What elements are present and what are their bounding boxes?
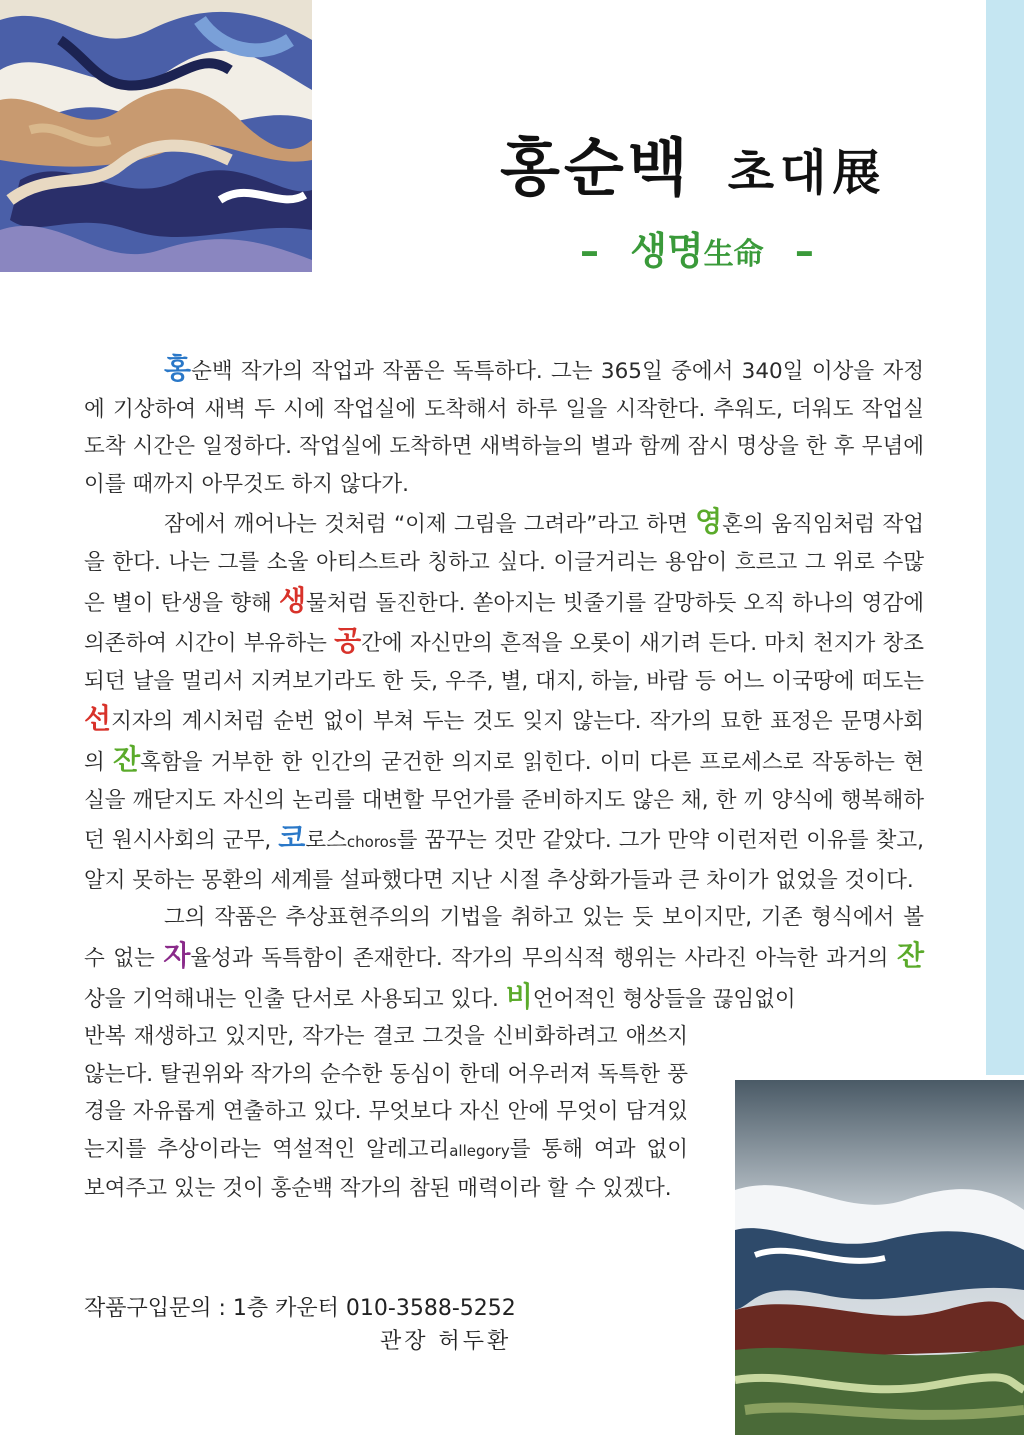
purchase-inquiry: 작품구입문의 : 1층 카운터 010-3588-5252 (84, 1296, 516, 1321)
subtitle-dash-right: – (794, 229, 814, 273)
highlight-char: 비 (505, 979, 533, 1013)
paragraph-4 (84, 1018, 688, 1208)
paragraph-text: 상을 기억해내는 인출 단서로 사용되고 있다. (84, 986, 506, 1012)
paragraph-text: 로스 (305, 828, 347, 854)
highlight-char: 잔 (896, 938, 924, 972)
paragraph-text: 그의 작품은 추상표현주의의 기법을 취하고 있는 듯 보이지만, 기존 형식에서 볼 수 없는 (84, 905, 924, 971)
highlight-char: 생 (278, 583, 307, 617)
paragraph-text: 율성과 독특함이 존재한다. 작가의 무의식적 행위는 사라진 아늑한 과거의 (190, 945, 897, 971)
artwork-image-top (0, 0, 312, 272)
latin-annotation: allegory (449, 1141, 510, 1160)
highlight-char: 영 (695, 505, 723, 539)
paragraph-text: 잠에서 깨어나는 것처럼 “이제 그림을 그려라”라고 하면 (164, 512, 696, 538)
highlight-char: 잔 (113, 742, 141, 776)
article-body (84, 350, 924, 1208)
paragraph-text: 지자의 계시처럼 순번 없이 부쳐 두는 것도 잊지 않는다. 작가의 묘한 표정은 문명사회의 (84, 709, 924, 775)
highlight-char: 자 (163, 938, 191, 972)
latin-annotation: choros (346, 833, 397, 852)
highlight-char: 선 (84, 702, 112, 736)
highlight-char: 코 (278, 821, 306, 855)
exhibition-subtitle (580, 220, 814, 275)
exhibition-type: 초대展 (727, 145, 887, 201)
paragraph-text: 혹함을 거부한 한 인간의 굳건한 의지로 읽힌다. 이미 다른 프로세스로 작동하는 현실을 깨닫지도 자신의 논리를 대변할 무언가를 준비하지도 않은 채, 한 끼 양식에 행복해하던 원시사회의 군무, (84, 749, 924, 854)
paragraph-text: 를 꿈꾸는 것만 같았다. 그가 만약 이런저런 이유를 찾고, 알지 못하는 몽환의 세계를 설파했다면 지난 시절 추상화가들과 큰 차이가 없었을 것이다. (84, 828, 924, 893)
exhibition-title (500, 118, 930, 207)
highlight-char: 공 (334, 624, 362, 658)
subtitle-dash-left: – (580, 229, 599, 273)
director-signature: 관장 허두환 (380, 1329, 512, 1354)
paragraph-text: 순백 작가의 작업과 작품은 독특하다. 그는 365일 중에서 340일 이상을 자정에 기상하여 새벽 두 시에 작업실에 도착해서 하루 일을 시작한다. 추워도, 더워도 작업실 도착 시간은 일정하다. 작업실에 도착하면 새벽하늘의 별과 함께 잠시 명상을 한 후 무념에 이를 때까지 아무것도 하지 않다가. (84, 359, 924, 497)
paragraph-1 (84, 350, 924, 503)
paragraph-2 (84, 503, 924, 899)
subtitle-main: 생명 (630, 229, 704, 273)
side-color-strip (986, 0, 1024, 1075)
paragraph-text: 를 통해 여과 없이 보여주고 있는 것이 홍순백 작가의 참된 매력이라 할 수 있겠다. (84, 1136, 689, 1202)
paragraph-3 (84, 899, 924, 1018)
paragraph-text: 혼의 움직임처럼 작업을 한다. 나는 그를 소울 아티스트라 칭하고 싶다. 이글거리는 용암이 흐르고 그 위로 수많은 별이 탄생을 향해 (84, 512, 925, 616)
paragraph-text: 간에 자신만의 흔적을 오롯이 새기려 든다. 마치 천지가 창조되던 날을 멀리서 지켜보기라도 한 듯, 우주, 별, 대지, 하늘, 바람 등 어느 이국땅에 떠도는 (84, 631, 925, 694)
paragraph-text: 언어적인 형상들을 끊임없이 (532, 986, 796, 1012)
paragraph-text: 물처럼 돌진한다. 쏟아지는 빗줄기를 갈망하듯 오직 하나의 영감에 의존하여 시간이 부유하는 (84, 590, 924, 657)
artist-name: 홍순백 (500, 131, 692, 204)
footer-contact (84, 1292, 516, 1358)
subtitle-hanja: 生命 (703, 237, 764, 272)
highlight-char: 홍 (164, 352, 192, 385)
paragraph-text: 반복 재생하고 있지만, 작가는 결코 그것을 신비화하려고 애쓰지 않는다. 탈권위와 작가의 순수한 동심이 한데 어우러져 독특한 풍경을 자유롭게 연출하고 있다. 무엇보다 자신 안에 무엇이 담겨있는지를 추상이라는 역설적인 알레고리 (84, 1024, 688, 1162)
